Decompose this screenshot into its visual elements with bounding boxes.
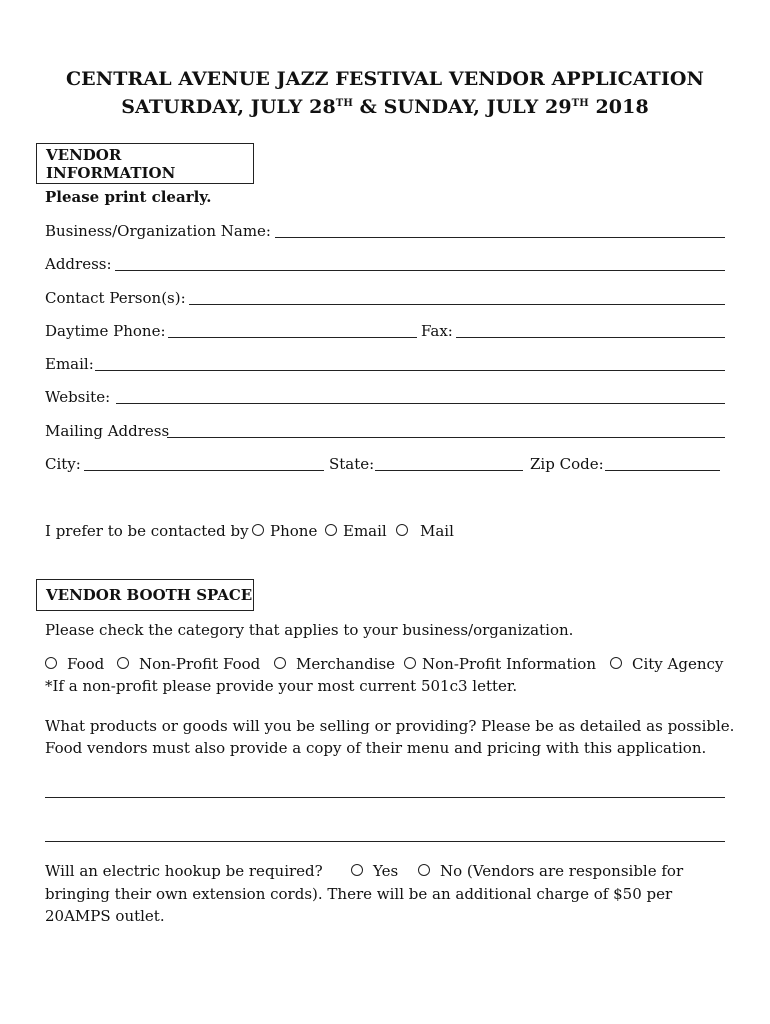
electric-charge-note: 20AMPS outlet. [45,907,165,925]
vendor-information-heading: VENDOR INFORMATION [36,143,254,184]
business-name-field[interactable] [275,237,725,238]
business-name-label: Business/Organization Name: [45,222,271,240]
category-nonprofit-information-option[interactable]: Non-Profit Information [404,655,596,673]
products-question: What products or goods will you be selling or providing? Please be as detailed as possible. [45,717,735,735]
radio-icon[interactable] [325,524,337,536]
daytime-phone-label: Daytime Phone: [45,322,166,340]
daytime-phone-field[interactable] [168,337,417,338]
category-food-option[interactable]: Food [45,655,104,673]
vendor-booth-space-heading: VENDOR BOOTH SPACE [36,579,254,611]
radio-icon[interactable] [404,657,416,669]
electric-no-option[interactable]: No (Vendors are responsible for [418,862,683,880]
form-title: CENTRAL AVENUE JAZZ FESTIVAL VENDOR APPLICATION [65,68,705,90]
fax-label: Fax: [421,322,453,340]
address-label: Address: [45,255,112,273]
radio-icon[interactable] [45,657,57,669]
contact-person-field[interactable] [189,304,725,305]
products-answer-line-2[interactable] [45,841,725,842]
zip-code-field[interactable] [605,470,720,471]
radio-icon[interactable] [252,524,264,536]
city-label: City: [45,455,81,473]
radio-icon[interactable] [274,657,286,669]
city-field[interactable] [84,470,324,471]
mailing-address-field[interactable] [167,437,725,438]
mailing-address-label: Mailing Address [45,422,170,440]
radio-icon[interactable] [610,657,622,669]
state-label: State: [329,455,375,473]
print-instruction: Please print clearly. [45,188,212,206]
category-city-agency-option[interactable]: City Agency [610,655,723,673]
contact-phone-option[interactable]: Phone [252,522,317,540]
contact-person-label: Contact Person(s): [45,289,186,307]
email-field[interactable] [95,370,725,371]
radio-icon[interactable] [418,864,430,876]
website-label: Website: [45,388,111,406]
products-answer-line-1[interactable] [45,797,725,798]
radio-icon[interactable] [117,657,129,669]
contact-preference-label: I prefer to be contacted by [45,522,249,540]
category-instruction: Please check the category that applies to your business/organization. [45,621,574,639]
category-nonprofit-food-option[interactable]: Non-Profit Food [117,655,260,673]
electric-yes-option[interactable]: Yes [351,862,398,880]
electric-note-line: bringing their own extension cords). There will be an additional charge of $50 per [45,885,673,903]
fax-field[interactable] [456,337,725,338]
address-field[interactable] [115,270,725,271]
radio-icon[interactable] [351,864,363,876]
email-label: Email: [45,355,94,373]
nonprofit-note: *If a non-profit please provide your most current 501c3 letter. [45,677,518,695]
electric-hookup-question: Will an electric hookup be required? [45,862,323,880]
contact-mail-option[interactable]: Mail [396,522,454,540]
form-dates: SATURDAY, JULY 28TH & SUNDAY, JULY 29TH 2018 [121,96,649,118]
contact-email-option[interactable]: Email [325,522,387,540]
products-menu-note: Food vendors must also provide a copy of their menu and pricing with this application. [45,739,707,757]
state-field[interactable] [375,470,523,471]
website-field[interactable] [116,403,725,404]
category-merchandise-option[interactable]: Merchandise [274,655,395,673]
radio-icon[interactable] [396,524,408,536]
zip-code-label: Zip Code: [530,455,604,473]
